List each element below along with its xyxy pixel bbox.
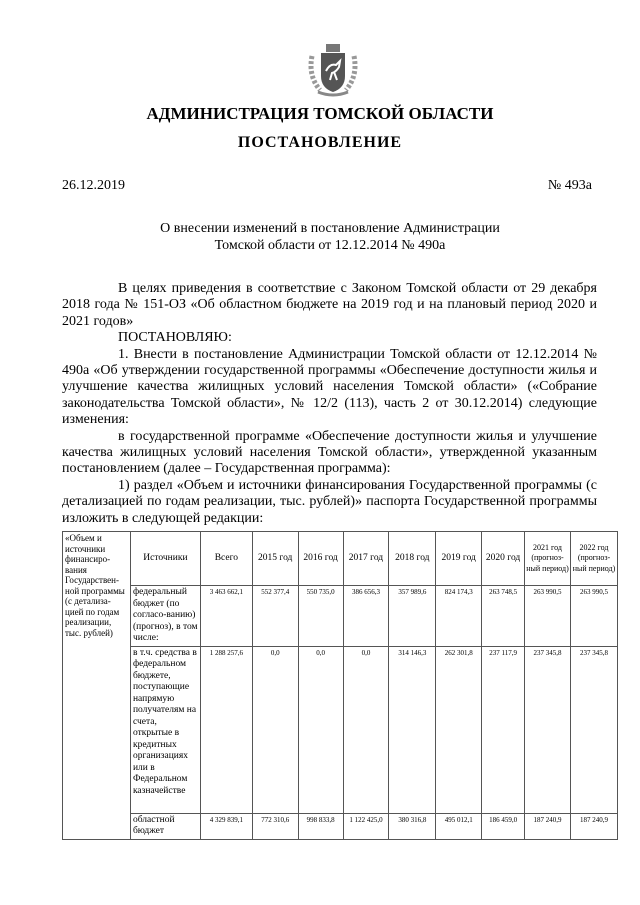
column-header: 2020 год <box>482 532 525 586</box>
table-row <box>63 813 618 839</box>
value-cell: 186 459,0 <box>482 813 525 839</box>
source-cell: в т.ч. средства в федеральном бюджете, поступающие напрямую получателям на счета, открытые в кредитных организациях или в Федеральном казначействе <box>130 646 200 813</box>
value-cell: 386 656,3 <box>343 586 389 647</box>
document-date: 26.12.2019 <box>62 178 125 193</box>
value-cell: 0,0 <box>298 646 343 813</box>
value-cell: 187 240,9 <box>570 813 617 839</box>
value-cell: 3 463 662,1 <box>200 586 252 647</box>
value-cell: 495 012,1 <box>436 813 482 839</box>
value-cell: 187 240,9 <box>525 813 571 839</box>
paragraph: 1) раздел «Объем и источники финансирования Государственной программы (с детализацией по годам реализации, тыс. рублей)» паспорта Государственной программы изложить в следующей редакции: <box>62 477 597 526</box>
column-header: 2018 год <box>389 532 436 586</box>
column-header: 2021 год (прогноз-ный период) <box>525 532 571 586</box>
value-cell: 380 316,8 <box>389 813 436 839</box>
value-cell: 263 990,5 <box>525 586 571 647</box>
value-cell: 237 345,8 <box>525 646 571 813</box>
value-cell: 1 122 425,0 <box>343 813 389 839</box>
subject-line: Томской области от 12.12.2014 № 490а <box>214 237 446 253</box>
value-cell: 772 310,6 <box>252 813 298 839</box>
financing-table <box>62 531 618 840</box>
document-number: № 493а <box>547 178 592 193</box>
column-header: Всего <box>200 532 252 586</box>
value-cell: 0,0 <box>343 646 389 813</box>
value-cell: 4 329 839,1 <box>200 813 252 839</box>
value-cell: 237 345,8 <box>570 646 617 813</box>
paragraph: 1. Внести в постановление Администрации Томской области от 12.12.2014 № 490а «Об утверждении государственной программы «Обеспечение доступности жилья и улучшение качества жилищных условий населения Томской области» («Собрание законодательства Томской области», № 12/2 (113), часть 2 от 30.12.2014) следующие изменения: <box>62 346 597 428</box>
value-cell: 263 990,5 <box>570 586 617 647</box>
value-cell: 1 288 257,6 <box>200 646 252 813</box>
value-cell: 550 735,0 <box>298 586 343 647</box>
value-cell: 262 301,8 <box>436 646 482 813</box>
source-cell: федеральный бюджет (по согласо-ванию) (прогноз), в том числе: <box>130 586 200 647</box>
column-header: 2017 год <box>343 532 389 586</box>
value-cell: 552 377,4 <box>252 586 298 647</box>
value-cell: 824 174,3 <box>436 586 482 647</box>
table-row <box>63 586 618 647</box>
column-header: 2022 год (прогноз-ный период) <box>570 532 617 586</box>
value-cell: 998 833,8 <box>298 813 343 839</box>
table-row <box>63 646 618 813</box>
value-cell: 237 117,9 <box>482 646 525 813</box>
subject-line: О внесении изменений в постановление Администрации <box>160 221 500 236</box>
value-cell: 0,0 <box>252 646 298 813</box>
value-cell: 263 748,5 <box>482 586 525 647</box>
row-label: «Объем и источники финансиро-вания Государствен-ной программы (с детализа-цией по годам реализации, тыс. рублей) <box>63 532 131 840</box>
paragraph: в государственной программе «Обеспечение доступности жилья и улучшение качества жилищных условий населения Томской области», утвержденной указанным постановлением (далее – Государственная программа): <box>62 428 597 477</box>
value-cell: 357 989,6 <box>389 586 436 647</box>
organization-name: АДМИНИСТРАЦИЯ ТОМСКОЙ ОБЛАСТИ <box>146 104 494 123</box>
column-header: 2019 год <box>436 532 482 586</box>
column-header: 2015 год <box>252 532 298 586</box>
value-cell: 314 146,3 <box>389 646 436 813</box>
paragraph: ПОСТАНОВЛЯЮ: <box>118 330 232 346</box>
document-subject <box>0 221 640 254</box>
coat-of-arms-icon <box>306 36 360 98</box>
table-header-row <box>63 532 618 586</box>
paragraph: В целях приведения в соответствие с Законом Томской области от 29 декабря 2018 года № 151-ОЗ «Об областном бюджете на 2019 год и на плановый период 2020 и 2021 годов» <box>62 281 597 329</box>
column-header: Источники <box>130 532 200 586</box>
source-cell: областной бюджет <box>130 813 200 839</box>
document-body <box>62 281 597 527</box>
document-type: ПОСТАНОВЛЕНИЕ <box>237 134 403 151</box>
column-header: 2016 год <box>298 532 343 586</box>
